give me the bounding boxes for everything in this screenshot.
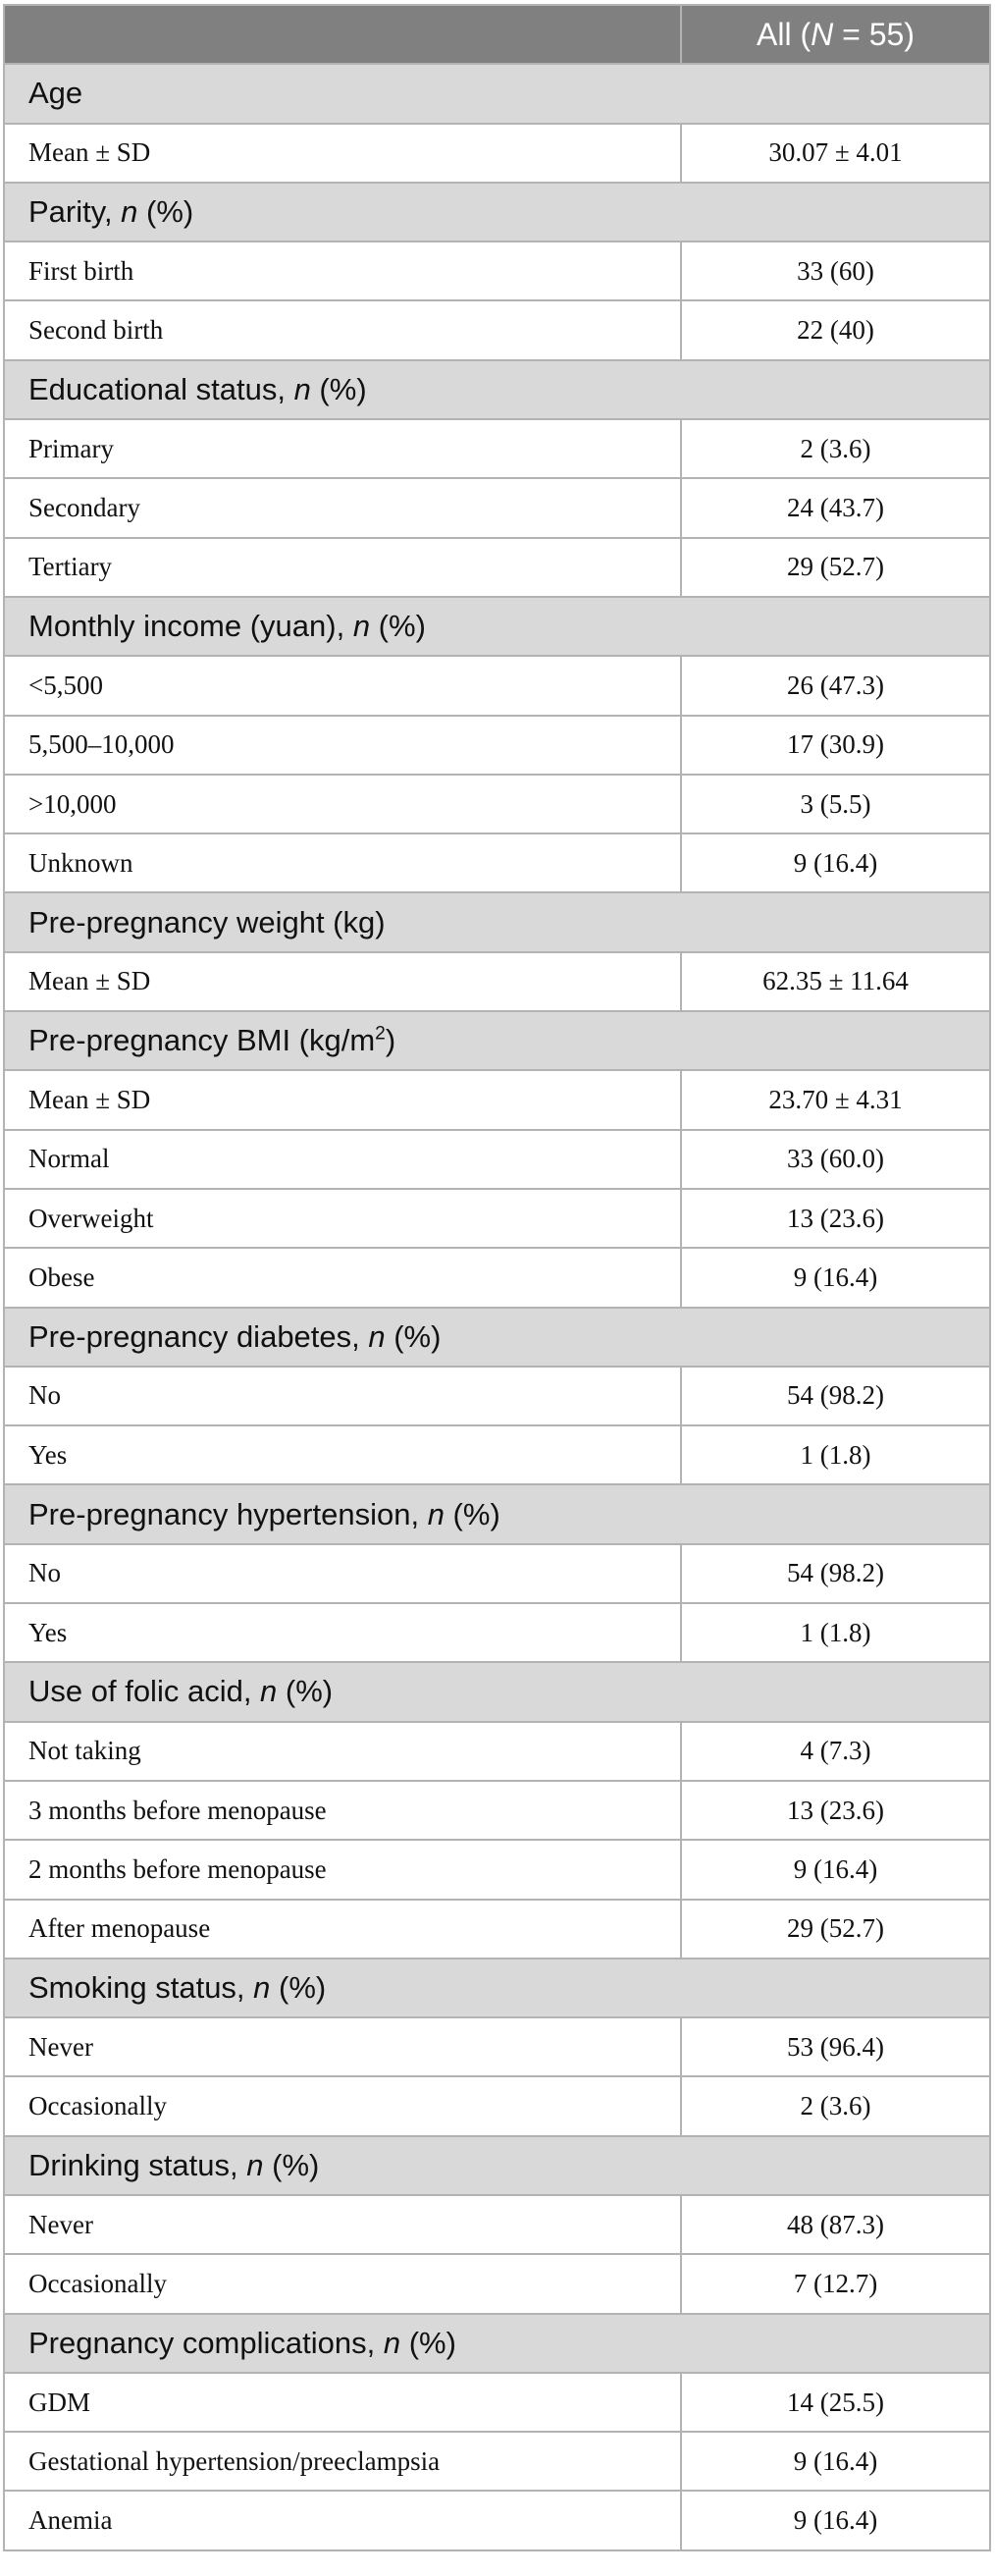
table-row — [4, 2254, 990, 2313]
row-value: 54 (98.2) — [681, 1367, 990, 1425]
table-row — [4, 1544, 990, 1603]
section-row — [4, 360, 990, 419]
table-row — [4, 1425, 990, 1484]
table-row — [4, 2076, 990, 2135]
section-row — [4, 1959, 990, 2017]
table-row — [4, 2017, 990, 2076]
section-title: Use of folic acid, n (%) — [4, 1662, 990, 1721]
section-title: Smoking status, n (%) — [4, 1959, 990, 2017]
row-value: 29 (52.7) — [681, 538, 990, 597]
table-row — [4, 656, 990, 715]
header-all-column: All (N = 55) — [681, 5, 990, 64]
row-label: No — [4, 1367, 681, 1425]
row-label: Occasionally — [4, 2254, 681, 2313]
row-label: >10,000 — [4, 775, 681, 833]
table-row — [4, 1189, 990, 1248]
row-value: 1 (1.8) — [681, 1425, 990, 1484]
row-label: Primary — [4, 419, 681, 478]
row-value: 22 (40) — [681, 300, 990, 359]
row-value: 23.70 ± 4.31 — [681, 1070, 990, 1129]
row-label: GDM — [4, 2373, 681, 2432]
table-row — [4, 1367, 990, 1425]
row-value: 7 (12.7) — [681, 2254, 990, 2313]
row-value: 9 (16.4) — [681, 1248, 990, 1307]
section-row — [4, 183, 990, 242]
section-title: Pre-pregnancy weight (kg) — [4, 892, 990, 951]
row-value: 54 (98.2) — [681, 1544, 990, 1603]
row-value: 3 (5.5) — [681, 775, 990, 833]
section-title: Parity, n (%) — [4, 183, 990, 242]
row-value: 62.35 ± 11.64 — [681, 952, 990, 1011]
row-value: 2 (3.6) — [681, 2076, 990, 2135]
row-label: Obese — [4, 1248, 681, 1307]
row-label: Never — [4, 2195, 681, 2254]
table-row — [4, 1248, 990, 1307]
row-label: Not taking — [4, 1722, 681, 1781]
table-row — [4, 1603, 990, 1662]
row-label: First birth — [4, 242, 681, 300]
section-row — [4, 597, 990, 656]
table-row — [4, 1070, 990, 1129]
table-row — [4, 716, 990, 775]
section-row — [4, 64, 990, 123]
row-label: Normal — [4, 1130, 681, 1189]
row-value: 9 (16.4) — [681, 1840, 990, 1899]
row-value: 53 (96.4) — [681, 2017, 990, 2076]
row-value: 14 (25.5) — [681, 2373, 990, 2432]
table-row — [4, 1781, 990, 1840]
row-value: 33 (60) — [681, 242, 990, 300]
row-value: 17 (30.9) — [681, 716, 990, 775]
row-label: 5,500–10,000 — [4, 716, 681, 775]
table-row — [4, 300, 990, 359]
row-label: 2 months before menopause — [4, 1840, 681, 1899]
row-value: 29 (52.7) — [681, 1900, 990, 1959]
row-label: Anemia — [4, 2491, 681, 2549]
section-row — [4, 892, 990, 951]
characteristics-table — [3, 4, 991, 2551]
row-label: Tertiary — [4, 538, 681, 597]
section-title: Pregnancy complications, n (%) — [4, 2314, 990, 2373]
section-title: Age — [4, 64, 990, 123]
row-label: Yes — [4, 1603, 681, 1662]
row-value: 9 (16.4) — [681, 2491, 990, 2549]
row-value: 9 (16.4) — [681, 2432, 990, 2491]
table-row — [4, 124, 990, 183]
row-label: Yes — [4, 1425, 681, 1484]
table-row — [4, 1840, 990, 1899]
row-value: 1 (1.8) — [681, 1603, 990, 1662]
row-label: <5,500 — [4, 656, 681, 715]
table-row — [4, 478, 990, 537]
row-value: 13 (23.6) — [681, 1781, 990, 1840]
table-row — [4, 1722, 990, 1781]
row-label: Mean ± SD — [4, 952, 681, 1011]
row-label: Second birth — [4, 300, 681, 359]
row-value: 48 (87.3) — [681, 2195, 990, 2254]
table-body — [4, 64, 990, 2549]
section-row — [4, 1662, 990, 1721]
row-label: No — [4, 1544, 681, 1603]
section-row — [4, 2314, 990, 2373]
section-row — [4, 1308, 990, 1367]
section-title: Pre-pregnancy diabetes, n (%) — [4, 1308, 990, 1367]
table-row — [4, 1130, 990, 1189]
table-row — [4, 2432, 990, 2491]
row-label: Unknown — [4, 833, 681, 892]
row-value: 13 (23.6) — [681, 1189, 990, 1248]
row-value: 4 (7.3) — [681, 1722, 990, 1781]
section-row — [4, 1011, 990, 1070]
header-blank-cell — [4, 5, 681, 64]
row-label: Gestational hypertension/preeclampsia — [4, 2432, 681, 2491]
row-label: Mean ± SD — [4, 1070, 681, 1129]
row-label: Mean ± SD — [4, 124, 681, 183]
section-title: Drinking status, n (%) — [4, 2136, 990, 2195]
section-title: Monthly income (yuan), n (%) — [4, 597, 990, 656]
table-row — [4, 952, 990, 1011]
row-label: Secondary — [4, 478, 681, 537]
row-value: 30.07 ± 4.01 — [681, 124, 990, 183]
header-row — [4, 5, 990, 64]
table-row — [4, 2373, 990, 2432]
row-value: 33 (60.0) — [681, 1130, 990, 1189]
table-row — [4, 833, 990, 892]
row-label: After menopause — [4, 1900, 681, 1959]
table-row — [4, 2195, 990, 2254]
table-row — [4, 538, 990, 597]
row-value: 26 (47.3) — [681, 656, 990, 715]
section-title: Pre-pregnancy hypertension, n (%) — [4, 1484, 990, 1543]
table-row — [4, 775, 990, 833]
row-value: 9 (16.4) — [681, 833, 990, 892]
table-row — [4, 1900, 990, 1959]
row-label: Never — [4, 2017, 681, 2076]
section-title: Pre-pregnancy BMI $(kg/m^2)$ — [4, 1011, 990, 1070]
row-label: 3 months before menopause — [4, 1781, 681, 1840]
row-label: Occasionally — [4, 2076, 681, 2135]
table-row — [4, 419, 990, 478]
row-label: Overweight — [4, 1189, 681, 1248]
row-value: 2 (3.6) — [681, 419, 990, 478]
table-row — [4, 2491, 990, 2549]
table-row — [4, 242, 990, 300]
section-row — [4, 1484, 990, 1543]
row-value: 24 (43.7) — [681, 478, 990, 537]
section-title: Educational status, n (%) — [4, 360, 990, 419]
section-row — [4, 2136, 990, 2195]
